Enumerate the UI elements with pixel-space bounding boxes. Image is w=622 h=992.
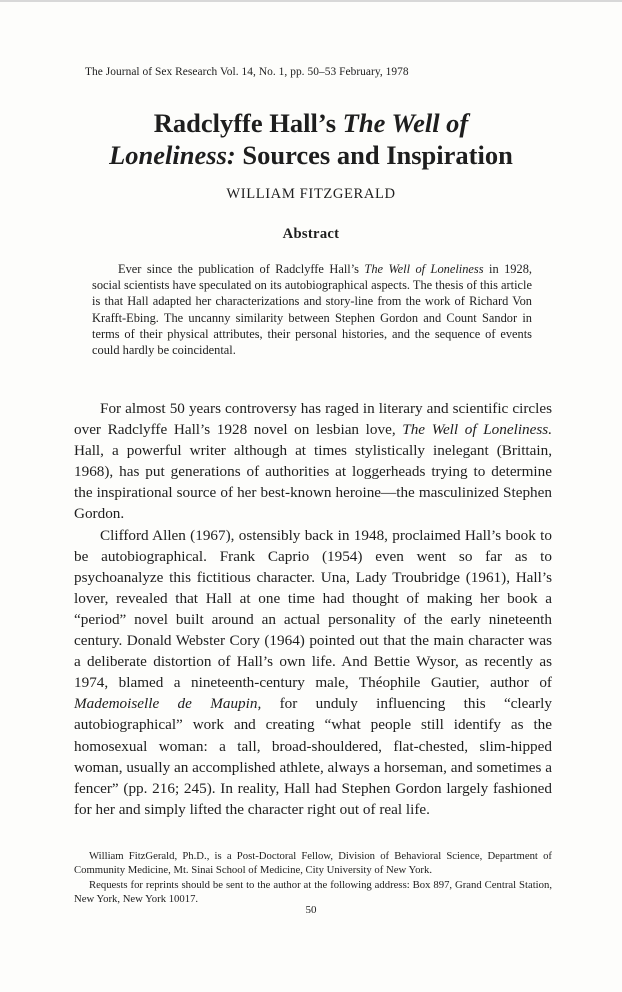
title-line-1: Radclyffe Hall’s The Well of: [153, 108, 469, 138]
footnote-reprints: Requests for reprints should be sent to the author at the following address: Box 897, Grand Central Station, New York, New York 10017.: [74, 878, 552, 905]
article-title: [0, 107, 622, 171]
top-rule: [0, 0, 622, 2]
journal-header: The Journal of Sex Research Vol. 14, No. 1, pp. 50–53 February, 1978: [85, 66, 409, 78]
footnote-affiliation: William FitzGerald, Ph.D., is a Post-Doctoral Fellow, Division of Behavioral Science, Department of Community Medicine, Mt. Sinai School of Medicine, City University of New York.: [74, 850, 552, 877]
body-paragraph-2: Clifford Allen (1967), ostensibly back in 1948, proclaimed Hall’s book to be autobiographical. Frank Caprio (1954) even went so far as to psychoanalyze this fictitious character. Una, Lady Troubridge (1961), Hall’s lover, revealed that Hall at one time had thought of making her book a “period” novel built around an actual personality of the early nineteenth century. Donald Webster Cory (1964) pointed out that the main character was a deliberate distortion of Hall’s own life. And Bettie Wysor, as recently as 1974, blamed a nineteenth-century male, Théophile Gautier, author of Mademoiselle de Maupin, for unduly influencing this “clearly autobiographical” work and creating “what people still identify as the homosexual woman: a tall, broad-shouldered, flat-chested, slim-hipped woman, usually an accomplished athlete, always a horseman, and sometimes a fencer” (pp. 216; 245). In reality, Hall had Stephen Gordon largely fashioned for her and simply lifted the character right out of real life.: [74, 526, 552, 818]
abstract-heading: Abstract: [282, 226, 340, 242]
title-line-2: Loneliness: Sources and Inspiration: [109, 140, 513, 170]
author-name: WILLIAM FITZGERALD: [226, 186, 396, 202]
abstract-text: Ever since the publication of Radclyffe Hall’s The Well of Loneliness in 1928, social scientists have speculated on its autobiographical aspects. The thesis of this article is that Hall adapted her characterizations and story-line from the work of Richard Von Krafft-Ebing. The uncanny similarity between Stephen Gordon and Count Sandor in terms of their physical attributes, their personal histories, and the sequence of events could hardly be coincidental.: [92, 262, 532, 358]
footnotes: [74, 849, 552, 906]
body-paragraph-1: For almost 50 years controversy has raged in literary and scientific circles over Radclyffe Hall’s 1928 novel on lesbian love, The Well of Loneliness. Hall, a powerful writer although at times stylistically inelegant (Brittain, 1968), has put generations of authorities at loggerheads trying to determine the inspirational source of her best-known heroine—the masculinized Stephen Gordon.: [74, 400, 552, 523]
page-number: 50: [305, 904, 317, 916]
article-body: [74, 398, 552, 820]
